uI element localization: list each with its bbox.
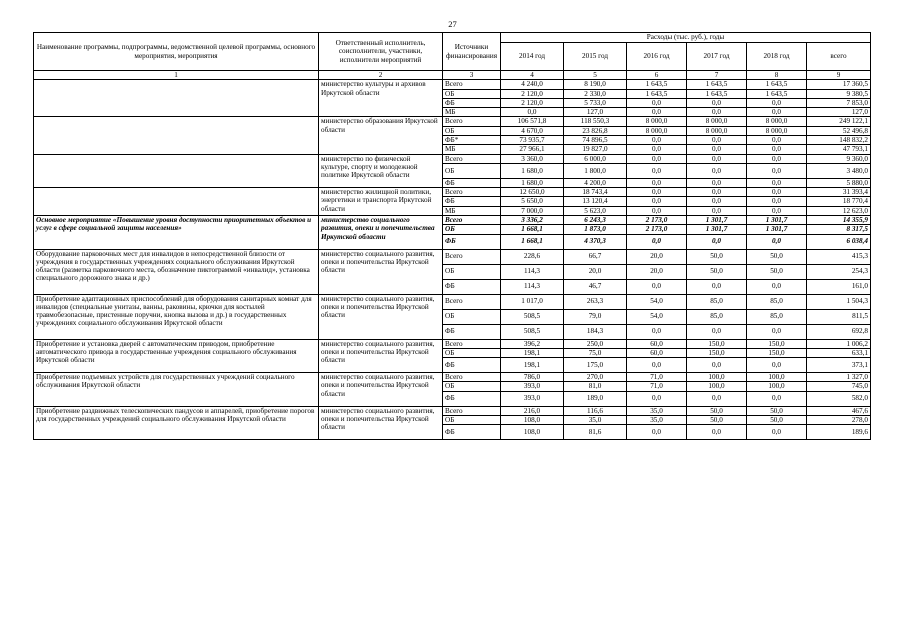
year-value: 81,6: [564, 425, 627, 440]
executor: министерство по физической культуре, спорту и молодежной политике Иркутской области: [319, 154, 443, 188]
year-value: 0,0: [687, 98, 747, 107]
year-value: 1 017,0: [501, 294, 564, 309]
year-value: 1 668,1: [501, 225, 564, 234]
funding-source: Всего: [443, 406, 501, 415]
funding-source: ФБ: [443, 178, 501, 187]
activity-name: [34, 117, 319, 154]
year-value: 508,5: [501, 309, 564, 324]
table-row: [34, 188, 871, 197]
year-value: 60,0: [627, 339, 687, 348]
funding-source: ОБ: [443, 126, 501, 135]
year-value: 35,0: [564, 415, 627, 424]
total-value: 12 623,0: [807, 206, 871, 215]
year-value: 4 240,0: [501, 80, 564, 89]
year-value: 175,0: [564, 358, 627, 373]
year-value: 35,0: [627, 406, 687, 415]
year-value: 8 000,0: [687, 117, 747, 126]
total-value: 127,0: [807, 108, 871, 117]
column-number: 9: [807, 71, 871, 80]
funding-source: ФБ*: [443, 135, 501, 144]
year-value: 0,0: [627, 197, 687, 206]
year-value: 1 643,5: [627, 89, 687, 98]
year-value: 0,0: [687, 197, 747, 206]
year-value: 270,0: [564, 373, 627, 382]
table-row: [34, 373, 871, 382]
funding-source: ФБ: [443, 425, 501, 440]
year-value: 54,0: [627, 309, 687, 324]
year-value: 0,0: [501, 108, 564, 117]
year-value: 1 643,5: [687, 80, 747, 89]
year-value: 0,0: [747, 163, 807, 178]
year-value: 100,0: [687, 373, 747, 382]
year-value: 0,0: [627, 163, 687, 178]
year-value: 1 301,7: [747, 225, 807, 234]
year-value: 114,3: [501, 264, 564, 279]
total-value: 582,0: [807, 391, 871, 406]
year-value: 508,5: [501, 324, 564, 339]
year-value: 5 650,0: [501, 197, 564, 206]
total-value: 1 006,2: [807, 339, 871, 348]
year-value: 0,0: [747, 425, 807, 440]
activity-name: Основное мероприятие «Повышение уровня доступности приоритетных объектов и услуг в сфере социальной защиты населения»: [34, 215, 319, 249]
activity-name: Приобретение раздвижных телескопических пандусов и аппарелей, приобретение порогов для государственных учреждений социального обслуживания Иркутской области: [34, 406, 319, 440]
header-year: 2015 год: [564, 43, 627, 71]
year-value: 8 000,0: [747, 126, 807, 135]
year-value: 71,0: [627, 382, 687, 391]
year-value: 8 000,0: [687, 126, 747, 135]
table-row: [34, 249, 871, 264]
funding-source: Всего: [443, 339, 501, 348]
header-year: 2018 год: [747, 43, 807, 71]
header-name: Наименование программы, подпрограммы, ведомственной целевой программы, основного мероприятия, мероприятия: [34, 33, 319, 71]
year-value: 1 668,1: [501, 234, 564, 249]
year-value: 0,0: [627, 178, 687, 187]
year-value: 228,6: [501, 249, 564, 264]
year-value: 2 173,0: [627, 225, 687, 234]
year-value: 0,0: [627, 98, 687, 107]
total-value: 161,0: [807, 279, 871, 294]
total-value: 9 360,0: [807, 154, 871, 163]
total-value: 18 770,4: [807, 197, 871, 206]
funding-source: Всего: [443, 188, 501, 197]
year-value: 263,3: [564, 294, 627, 309]
activity-name: Приобретение и установка дверей с автоматическим приводом, приобретение автоматического привода в государственные учреждения социального обслуживания Иркутской области: [34, 339, 319, 373]
year-value: 50,0: [687, 415, 747, 424]
funding-source: Всего: [443, 154, 501, 163]
funding-source: ОБ: [443, 382, 501, 391]
year-value: 85,0: [747, 309, 807, 324]
year-value: 0,0: [687, 108, 747, 117]
year-value: 13 120,4: [564, 197, 627, 206]
year-value: 0,0: [747, 391, 807, 406]
year-value: 0,0: [627, 154, 687, 163]
year-value: 0,0: [687, 154, 747, 163]
table-row: [34, 215, 871, 224]
year-value: 116,6: [564, 406, 627, 415]
column-number: 2: [319, 71, 443, 80]
year-value: 118 550,3: [564, 117, 627, 126]
year-value: 1 643,5: [747, 89, 807, 98]
table-row: [34, 406, 871, 415]
year-value: 1 643,5: [627, 80, 687, 89]
year-value: 0,0: [627, 324, 687, 339]
year-value: 18 743,4: [564, 188, 627, 197]
year-value: 46,7: [564, 279, 627, 294]
year-value: 198,1: [501, 358, 564, 373]
year-value: 150,0: [687, 348, 747, 357]
year-value: 2 173,0: [627, 215, 687, 224]
year-value: 786,0: [501, 373, 564, 382]
year-value: 108,0: [501, 415, 564, 424]
year-value: 50,0: [747, 406, 807, 415]
year-value: 1 643,5: [687, 89, 747, 98]
year-value: 0,0: [627, 145, 687, 154]
funding-source: Всего: [443, 294, 501, 309]
funding-source: МБ: [443, 108, 501, 117]
year-value: 0,0: [747, 358, 807, 373]
year-value: 127,0: [564, 108, 627, 117]
year-value: 50,0: [747, 264, 807, 279]
header-year: 2016 год: [627, 43, 687, 71]
year-value: 8 000,0: [627, 126, 687, 135]
year-value: 393,0: [501, 382, 564, 391]
total-value: 148 832,2: [807, 135, 871, 144]
funding-source: МБ: [443, 206, 501, 215]
header-year: 2014 год: [501, 43, 564, 71]
year-value: 0,0: [747, 324, 807, 339]
year-value: 6 243,3: [564, 215, 627, 224]
year-value: 1 301,7: [687, 225, 747, 234]
executor: министерство социального развития, опеки и попечительства Иркутской области: [319, 339, 443, 373]
year-value: 71,0: [627, 373, 687, 382]
total-value: 745,0: [807, 382, 871, 391]
funding-source: ОБ: [443, 163, 501, 178]
year-value: 0,0: [687, 234, 747, 249]
year-value: 0,0: [687, 391, 747, 406]
year-value: 0,0: [627, 234, 687, 249]
total-value: 31 393,4: [807, 188, 871, 197]
activity-name: [34, 188, 319, 216]
activity-name: [34, 80, 319, 117]
year-value: 35,0: [627, 415, 687, 424]
year-value: 0,0: [687, 324, 747, 339]
total-value: 9 380,5: [807, 89, 871, 98]
funding-source: ФБ: [443, 279, 501, 294]
header-source: Источники финансирования: [443, 33, 501, 71]
funding-source: ФБ: [443, 391, 501, 406]
year-value: 250,0: [564, 339, 627, 348]
executor: министерство культуры и архивов Иркутской области: [319, 80, 443, 117]
funding-source: Всего: [443, 117, 501, 126]
year-value: 0,0: [627, 188, 687, 197]
year-value: 3 336,2: [501, 215, 564, 224]
year-value: 1 643,5: [747, 80, 807, 89]
total-value: 1 504,3: [807, 294, 871, 309]
total-value: 811,5: [807, 309, 871, 324]
year-value: 0,0: [687, 188, 747, 197]
total-value: 1 327,0: [807, 373, 871, 382]
year-value: 1 873,0: [564, 225, 627, 234]
year-value: 23 826,8: [564, 126, 627, 135]
year-value: 50,0: [747, 415, 807, 424]
executor: министерство образования Иркутской области: [319, 117, 443, 154]
table-row: [34, 154, 871, 163]
funding-source: ФБ: [443, 324, 501, 339]
year-value: 4 670,0: [501, 126, 564, 135]
executor: министерство социального развития, опеки и попечительства Иркутской области: [319, 215, 443, 249]
year-value: 0,0: [747, 188, 807, 197]
year-value: 0,0: [747, 98, 807, 107]
year-value: 0,0: [747, 108, 807, 117]
column-number: 3: [443, 71, 501, 80]
year-value: 1 680,0: [501, 178, 564, 187]
year-value: 0,0: [627, 425, 687, 440]
executor: министерство социального развития, опеки и попечительства Иркутской области: [319, 294, 443, 339]
year-value: 5 733,0: [564, 98, 627, 107]
year-value: 0,0: [627, 279, 687, 294]
year-value: 100,0: [747, 382, 807, 391]
total-value: 5 880,0: [807, 178, 871, 187]
total-value: 8 317,5: [807, 225, 871, 234]
year-value: 50,0: [687, 249, 747, 264]
year-value: 0,0: [687, 425, 747, 440]
year-value: 85,0: [687, 294, 747, 309]
activity-name: [34, 154, 319, 188]
column-number: 5: [564, 71, 627, 80]
year-value: 3 360,0: [501, 154, 564, 163]
funding-source: Всего: [443, 215, 501, 224]
year-value: 4 370,3: [564, 234, 627, 249]
year-value: 20,0: [627, 264, 687, 279]
year-value: 0,0: [687, 135, 747, 144]
year-value: 27 966,1: [501, 145, 564, 154]
year-value: 1 680,0: [501, 163, 564, 178]
year-value: 12 650,0: [501, 188, 564, 197]
year-value: 0,0: [687, 163, 747, 178]
year-value: 150,0: [747, 348, 807, 357]
activity-name: Приобретение подъемных устройств для государственных учреждений социального обслуживания Иркутской области: [34, 373, 319, 407]
year-value: 100,0: [687, 382, 747, 391]
year-value: 79,0: [564, 309, 627, 324]
total-value: 189,6: [807, 425, 871, 440]
year-value: 1 800,0: [564, 163, 627, 178]
year-value: 8 190,0: [564, 80, 627, 89]
executor: министерство социального развития, опеки и попечительства Иркутской области: [319, 373, 443, 407]
table-row: [34, 294, 871, 309]
year-value: 0,0: [747, 135, 807, 144]
executor: министерство социального развития, опеки и попечительства Иркутской области: [319, 249, 443, 294]
funding-source: ОБ: [443, 415, 501, 424]
total-value: 278,0: [807, 415, 871, 424]
year-value: 0,0: [747, 234, 807, 249]
year-value: 5 623,0: [564, 206, 627, 215]
year-value: 66,7: [564, 249, 627, 264]
year-value: 2 120,0: [501, 98, 564, 107]
year-value: 19 827,0: [564, 145, 627, 154]
total-value: 415,3: [807, 249, 871, 264]
total-value: 373,1: [807, 358, 871, 373]
header-executor: Ответственный исполнитель, соисполнители, участники, исполнители мероприятий: [319, 33, 443, 71]
year-value: 81,0: [564, 382, 627, 391]
total-value: 7 853,0: [807, 98, 871, 107]
year-value: 0,0: [747, 154, 807, 163]
year-value: 85,0: [687, 309, 747, 324]
year-value: 1 301,7: [687, 215, 747, 224]
total-value: 6 038,4: [807, 234, 871, 249]
total-value: 17 360,5: [807, 80, 871, 89]
year-value: 50,0: [687, 264, 747, 279]
column-number: 7: [687, 71, 747, 80]
table-row: [34, 117, 871, 126]
year-value: 0,0: [747, 178, 807, 187]
funding-source: Всего: [443, 249, 501, 264]
year-value: 184,3: [564, 324, 627, 339]
year-value: 8 000,0: [747, 117, 807, 126]
year-value: 0,0: [687, 358, 747, 373]
year-value: 0,0: [747, 206, 807, 215]
year-value: 0,0: [627, 108, 687, 117]
funding-source: МБ: [443, 145, 501, 154]
total-value: 249 122,1: [807, 117, 871, 126]
funding-source: Всего: [443, 373, 501, 382]
funding-source: ФБ: [443, 234, 501, 249]
year-value: 150,0: [687, 339, 747, 348]
funding-source: ФБ: [443, 197, 501, 206]
year-value: 0,0: [627, 206, 687, 215]
page-number: 27: [448, 19, 457, 29]
year-value: 0,0: [627, 358, 687, 373]
year-value: 8 000,0: [627, 117, 687, 126]
total-value: 633,1: [807, 348, 871, 357]
executor: министерство жилищной политики, энергетики и транспорта Иркутской области: [319, 188, 443, 216]
column-number: 4: [501, 71, 564, 80]
year-value: 198,1: [501, 348, 564, 357]
header-expenses: Расходы (тыс. руб.), годы: [501, 33, 871, 43]
expenses-table: [33, 32, 871, 440]
total-value: 254,3: [807, 264, 871, 279]
year-value: 100,0: [747, 373, 807, 382]
funding-source: ОБ: [443, 309, 501, 324]
year-value: 0,0: [687, 279, 747, 294]
table-body: [34, 80, 871, 440]
funding-source: ФБ: [443, 358, 501, 373]
year-value: 0,0: [687, 206, 747, 215]
total-value: 467,6: [807, 406, 871, 415]
year-value: 1 301,7: [747, 215, 807, 224]
year-value: 106 571,8: [501, 117, 564, 126]
activity-name: Приобретение адаптационных приспособлений для оборудования санитарных комнат для инвалидов (специальные унитазы, ванны, раковины, крючки для костылей травмобезопасные, пристенные поручни, кнопка вызова и др.) в государственных учреждениях социального обслуживания Иркутской области: [34, 294, 319, 339]
activity-name: Оборудование парковочных мест для инвалидов в непосредственной близости от учреждения в государственных учреждениях социального обслуживания Иркутской области (разметка парковочного места, обозначение пиктограммой «инвалид», установка специального дорожного знака и др.): [34, 249, 319, 294]
funding-source: ОБ: [443, 89, 501, 98]
year-value: 108,0: [501, 425, 564, 440]
year-value: 2 330,0: [564, 89, 627, 98]
year-value: 0,0: [627, 135, 687, 144]
year-value: 216,0: [501, 406, 564, 415]
year-value: 150,0: [747, 339, 807, 348]
table-row: [34, 339, 871, 348]
total-value: 3 480,0: [807, 163, 871, 178]
year-value: 7 000,0: [501, 206, 564, 215]
year-value: 50,0: [747, 249, 807, 264]
year-value: 189,0: [564, 391, 627, 406]
year-value: 85,0: [747, 294, 807, 309]
year-value: 0,0: [747, 145, 807, 154]
year-value: 6 000,0: [564, 154, 627, 163]
funding-source: Всего: [443, 80, 501, 89]
funding-source: ОБ: [443, 225, 501, 234]
funding-source: ФБ: [443, 98, 501, 107]
year-value: 60,0: [627, 348, 687, 357]
year-value: 4 200,0: [564, 178, 627, 187]
year-value: 0,0: [747, 197, 807, 206]
year-value: 20,0: [564, 264, 627, 279]
funding-source: ОБ: [443, 264, 501, 279]
column-number: 1: [34, 71, 319, 80]
header-year: 2017 год: [687, 43, 747, 71]
column-number: 6: [627, 71, 687, 80]
year-value: 2 120,0: [501, 89, 564, 98]
funding-source: ОБ: [443, 348, 501, 357]
year-value: 0,0: [687, 178, 747, 187]
header-total: всего: [807, 43, 871, 71]
year-value: 0,0: [687, 145, 747, 154]
year-value: 114,3: [501, 279, 564, 294]
total-value: 47 793,1: [807, 145, 871, 154]
year-value: 73 935,7: [501, 135, 564, 144]
year-value: 396,2: [501, 339, 564, 348]
table-row: [34, 80, 871, 89]
year-value: 75,0: [564, 348, 627, 357]
total-value: 692,8: [807, 324, 871, 339]
year-value: 20,0: [627, 249, 687, 264]
year-value: 74 896,5: [564, 135, 627, 144]
year-value: 50,0: [687, 406, 747, 415]
column-number: 8: [747, 71, 807, 80]
executor: министерство социального развития, опеки и попечительства Иркутской области: [319, 406, 443, 440]
year-value: 0,0: [747, 279, 807, 294]
year-value: 0,0: [627, 391, 687, 406]
total-value: 14 355,9: [807, 215, 871, 224]
year-value: 393,0: [501, 391, 564, 406]
total-value: 52 496,8: [807, 126, 871, 135]
year-value: 54,0: [627, 294, 687, 309]
